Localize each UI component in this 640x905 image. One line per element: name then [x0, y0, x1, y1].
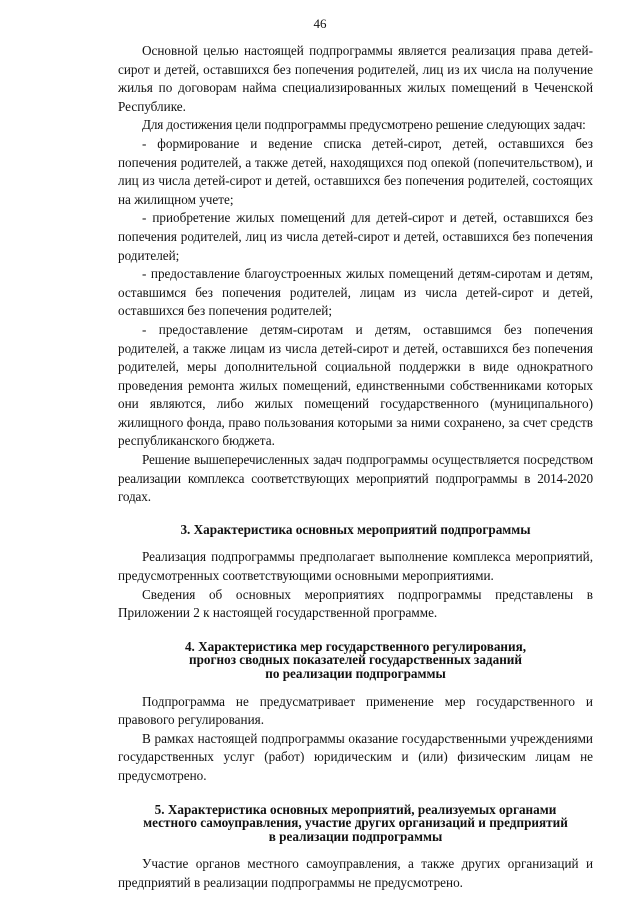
section-4-paragraph-2: В рамках настоящей подпрограммы оказание государственными учреждениями государственных услуг (работ) юридическим и (или) физическим лицам не предусмотрено.	[118, 730, 593, 783]
tasks-conclusion-paragraph: Решение вышеперечисленных задач подпрограммы осуществляется посредством реализации комплекса соответствующих мероприятий подпрограммы в 2014-2020 годах.	[118, 452, 593, 505]
section-4-heading	[118, 640, 593, 681]
task-item-4: - предоставление детям-сиротам и детям, оставшимся без попечения родителей, а также лицам из числа детей-сирот и детей, оставшихся без попечения родителей, меры дополнительной социальной поддержки в виде однократного проведения ремонта жилых помещений, единственными собственниками которых они являются, либо жилых помещений государственного (муниципального) жилищного фонда, право пользования которыми за ними сохранено, за счет средств республиканского бюджета.	[118, 321, 593, 449]
section-3-paragraph-1: Реализация подпрограммы предполагает выполнение комплекса мероприятий, предусмотренных соответствующими основными мероприятиями.	[118, 549, 593, 584]
section-5-heading-line-2: местного самоуправления, участие других организаций и предприятий	[143, 815, 568, 831]
goal-paragraph: Основной целью настоящей подпрограммы является реализация права детей-сирот и детей, оставшихся без попечения родителей, лиц из их числа на получение жилья по договорам найма специализированных жилых помещений в Чеченской Республике.	[118, 43, 593, 114]
section-4-heading-line-2: прогноз сводных показателей государственных заданий	[188, 652, 522, 668]
section-5-heading-line-3: в реализации подпрограммы	[268, 828, 443, 844]
task-item-1: - формирование и ведение списка детей-сирот, детей, оставшихся без попечения родителей, а также детей, находящихся под опекой (попечительством), и лиц из числа детей-сирот и детей, оставшихся без попечения родителей, состоящих на жилищном учете;	[118, 135, 593, 207]
page-number: 46	[313, 16, 327, 31]
section-3-heading: 3. Характеристика основных мероприятий подпрограммы	[180, 521, 531, 537]
task-item-2: - приобретение жилых помещений для детей-сирот и детей, оставшихся без попечения родителей, лиц из числа детей-сирот и детей, оставшихся без попечения родителей;	[118, 210, 593, 263]
section-4-heading-line-1: 4. Характеристика мер государственного регулирования,	[184, 638, 527, 654]
section-5-paragraph-1: Участие органов местного самоуправления, а также других организаций и предприятий в реализации подпрограммы не предусмотрено.	[118, 856, 593, 890]
section-4-paragraph-1: Подпрограмма не предусматривает применение мер государственного и правового регулирования.	[118, 693, 593, 728]
page-content	[118, 42, 593, 893]
section-5-heading	[118, 803, 593, 844]
section-3-paragraph-2: Сведения об основных мероприятиях подпрограммы представлены в Приложении 2 к настоящей государственной программе.	[118, 586, 593, 621]
task-item-3: - предоставление благоустроенных жилых помещений детям-сиротам и детям, оставшимся без попечения родителей, лицам из числа детей-сирот и детей, оставшихся без попечения родителей;	[118, 266, 593, 319]
section-5-heading-line-1: 5. Характеристика основных мероприятий, реализуемых органами	[154, 801, 557, 817]
tasks-intro-paragraph: Для достижения цели подпрограммы предусмотрено решение следующих задач:	[142, 117, 586, 133]
section-4-heading-line-3: по реализации подпрограммы	[265, 666, 446, 681]
